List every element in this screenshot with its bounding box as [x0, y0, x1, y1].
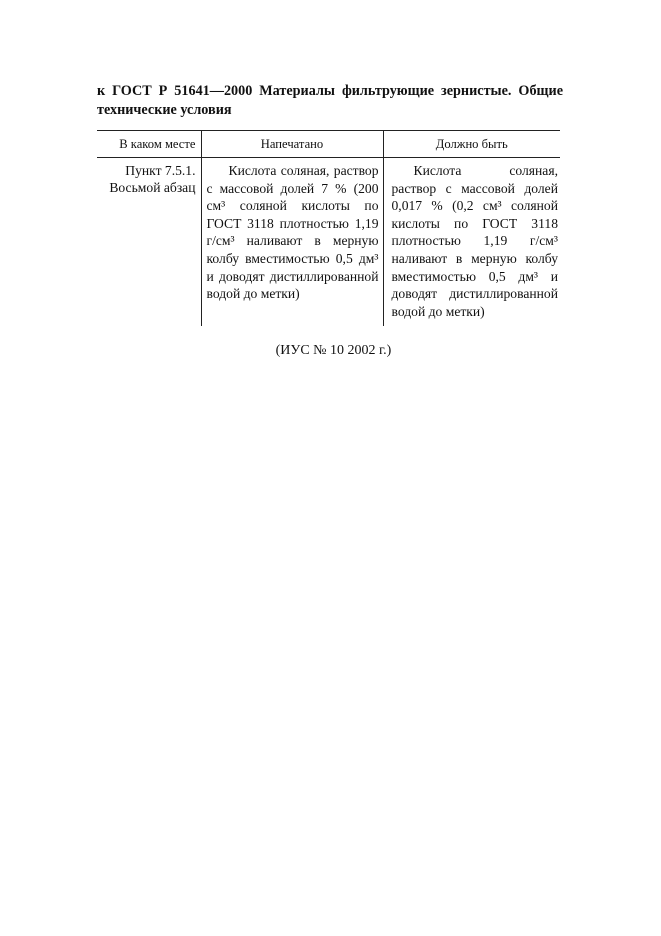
amendment-table — [97, 130, 560, 326]
amendment-heading: к ГОСТ Р 51641—2000 Материалы фильтрующие зернистые. Общие технические условия — [97, 83, 563, 118]
column-header-should-be: Должно быть — [383, 131, 560, 158]
table-row — [97, 158, 560, 327]
column-header-printed: Напечатано — [201, 131, 383, 158]
cell-printed: Кислота соляная, раствор с массовой долей 7 % (200 см³ соляной кислоты по ГОСТ 3118 плотностью 1,19 г/см³ наливают в мерную колбу вместимостью 0,5 дм³ и доводят дистиллированной водой до метки) — [201, 158, 383, 327]
column-header-location: В каком месте — [97, 131, 201, 158]
source-reference: (ИУС № 10 2002 г.) — [275, 343, 392, 358]
cell-should-be: Кислота соляная, раствор с массовой долей 0,017 % (0,2 см³ соляной кислоты по ГОСТ 3118 плотностью 1,19 г/см³ наливают в мерную колбу вместимостью 0,5 дм³ и доводят дистиллированной водой до метки) — [383, 158, 560, 327]
table-header-row — [97, 131, 560, 158]
cell-location: Пункт 7.5.1. Восьмой абзац — [109, 163, 196, 195]
